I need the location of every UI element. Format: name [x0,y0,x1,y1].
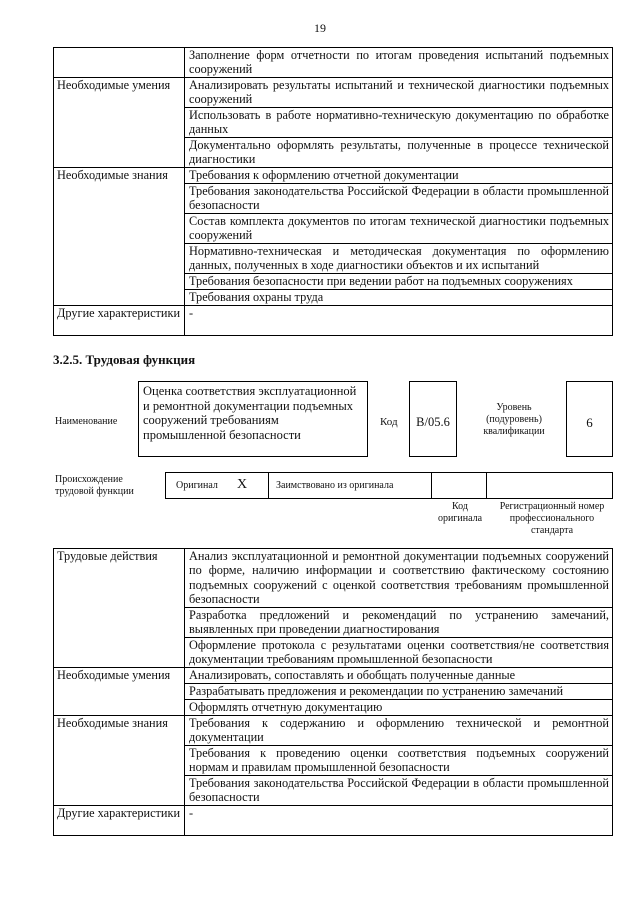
requirement-cell: Требования к проведению оценки соответствия подъемных сооружений нормам и правилам промышленной безопасности [185,746,613,776]
qualification-level-box: 6 [566,381,613,457]
table-row [54,716,613,746]
original-cell [166,473,269,498]
origin-row [165,472,613,499]
category-cell [54,48,185,78]
original-label: Оригинал [176,480,218,491]
requirement-cell: Требования законодательства Российской Федерации в области промышленной безопасности [185,184,613,214]
category-cell: Необходимые знания [54,168,185,306]
section-title: 3.2.5. Трудовая функция [53,352,196,367]
requirement-cell: Требования к содержанию и оформлению технической и ремонтной документации [185,716,613,746]
table-row [54,668,613,684]
table-row [54,306,613,336]
requirement-cell: - [185,306,613,336]
borrowed-cell [268,473,432,498]
name-label: Наименование [55,416,118,427]
qualification-level-label: Уровень (подуровень) квалификации [483,402,545,437]
original-code-cell [431,473,487,498]
requirement-cell: Заполнение форм отчетности по итогам проведения испытаний подъемных сооружений [185,48,613,78]
requirement-cell: Документально оформлять результаты, полученные в процессе технической диагностики [185,138,613,168]
requirement-cell: Разработка предложений и рекомендаций по устранению замечаний, выявленных при проведении диагностирования [185,608,613,638]
requirement-cell: Анализировать, сопоставлять и обобщать полученные данные [185,668,613,684]
requirement-cell: Оформление протокола с результатами оценки соответствия/не соответствия документации требованиям промышленной безопасности [185,638,613,668]
table-row [54,48,613,78]
requirements-table [53,548,613,836]
origin-label: Происхождение трудовой функции [55,474,134,497]
category-cell: Необходимые умения [54,668,185,716]
code-value-box: В/05.6 [409,381,457,457]
registration-number-caption: Регистрационный номер профессионального стандарта [499,501,605,536]
requirement-cell: Оформлять отчетную документацию [185,700,613,716]
requirement-cell: Анализ эксплуатационной и ремонтной документации подъемных сооружений по форме, наличию информации и соответствию фактическому состоянию подъемных сооружений с оценкой соответствия требованиям промышленной безопасности [185,549,613,608]
requirement-cell: Использовать в работе нормативно-техническую документацию по обработке данных [185,108,613,138]
table-row [54,168,613,184]
registration-number-cell [486,473,612,498]
requirement-cell: Состав комплекта документов по итогам технической диагностики подъемных сооружений [185,214,613,244]
function-name-box: Оценка соответствия эксплуатационной и ремонтной документации подъемных сооружений требованиям промышленной безопасности [138,381,368,457]
requirement-cell: Требования безопасности при ведении работ на подъемных сооружениях [185,274,613,290]
original-code-caption: Код оригинала [437,501,483,524]
page-number: 19 [314,21,326,35]
requirement-cell: Нормативно-техническая и методическая документация по оформлению данных, полученных в ходе диагностики объектов и их испытаний [185,244,613,274]
requirement-cell: Требования охраны труда [185,290,613,306]
category-cell: Необходимые умения [54,78,185,168]
original-check-mark: X [237,477,248,492]
table-row [54,78,613,108]
requirements-table-continued [53,47,613,336]
requirement-cell: - [185,806,613,836]
code-label: Код [380,416,398,428]
table-row [54,806,613,836]
category-cell: Другие характеристики [54,306,185,336]
table-row [54,549,613,608]
requirement-cell: Требования к оформлению отчетной документации [185,168,613,184]
requirement-cell: Анализировать результаты испытаний и технической диагностики подъемных сооружений [185,78,613,108]
category-cell: Необходимые знания [54,716,185,806]
category-cell: Другие характеристики [54,806,185,836]
borrowed-label: Заимствовано из оригинала [276,480,394,491]
requirement-cell: Разрабатывать предложения и рекомендации по устранению замечаний [185,684,613,700]
requirement-cell: Требования законодательства Российской Федерации в области промышленной безопасности [185,776,613,806]
category-cell: Трудовые действия [54,549,185,668]
